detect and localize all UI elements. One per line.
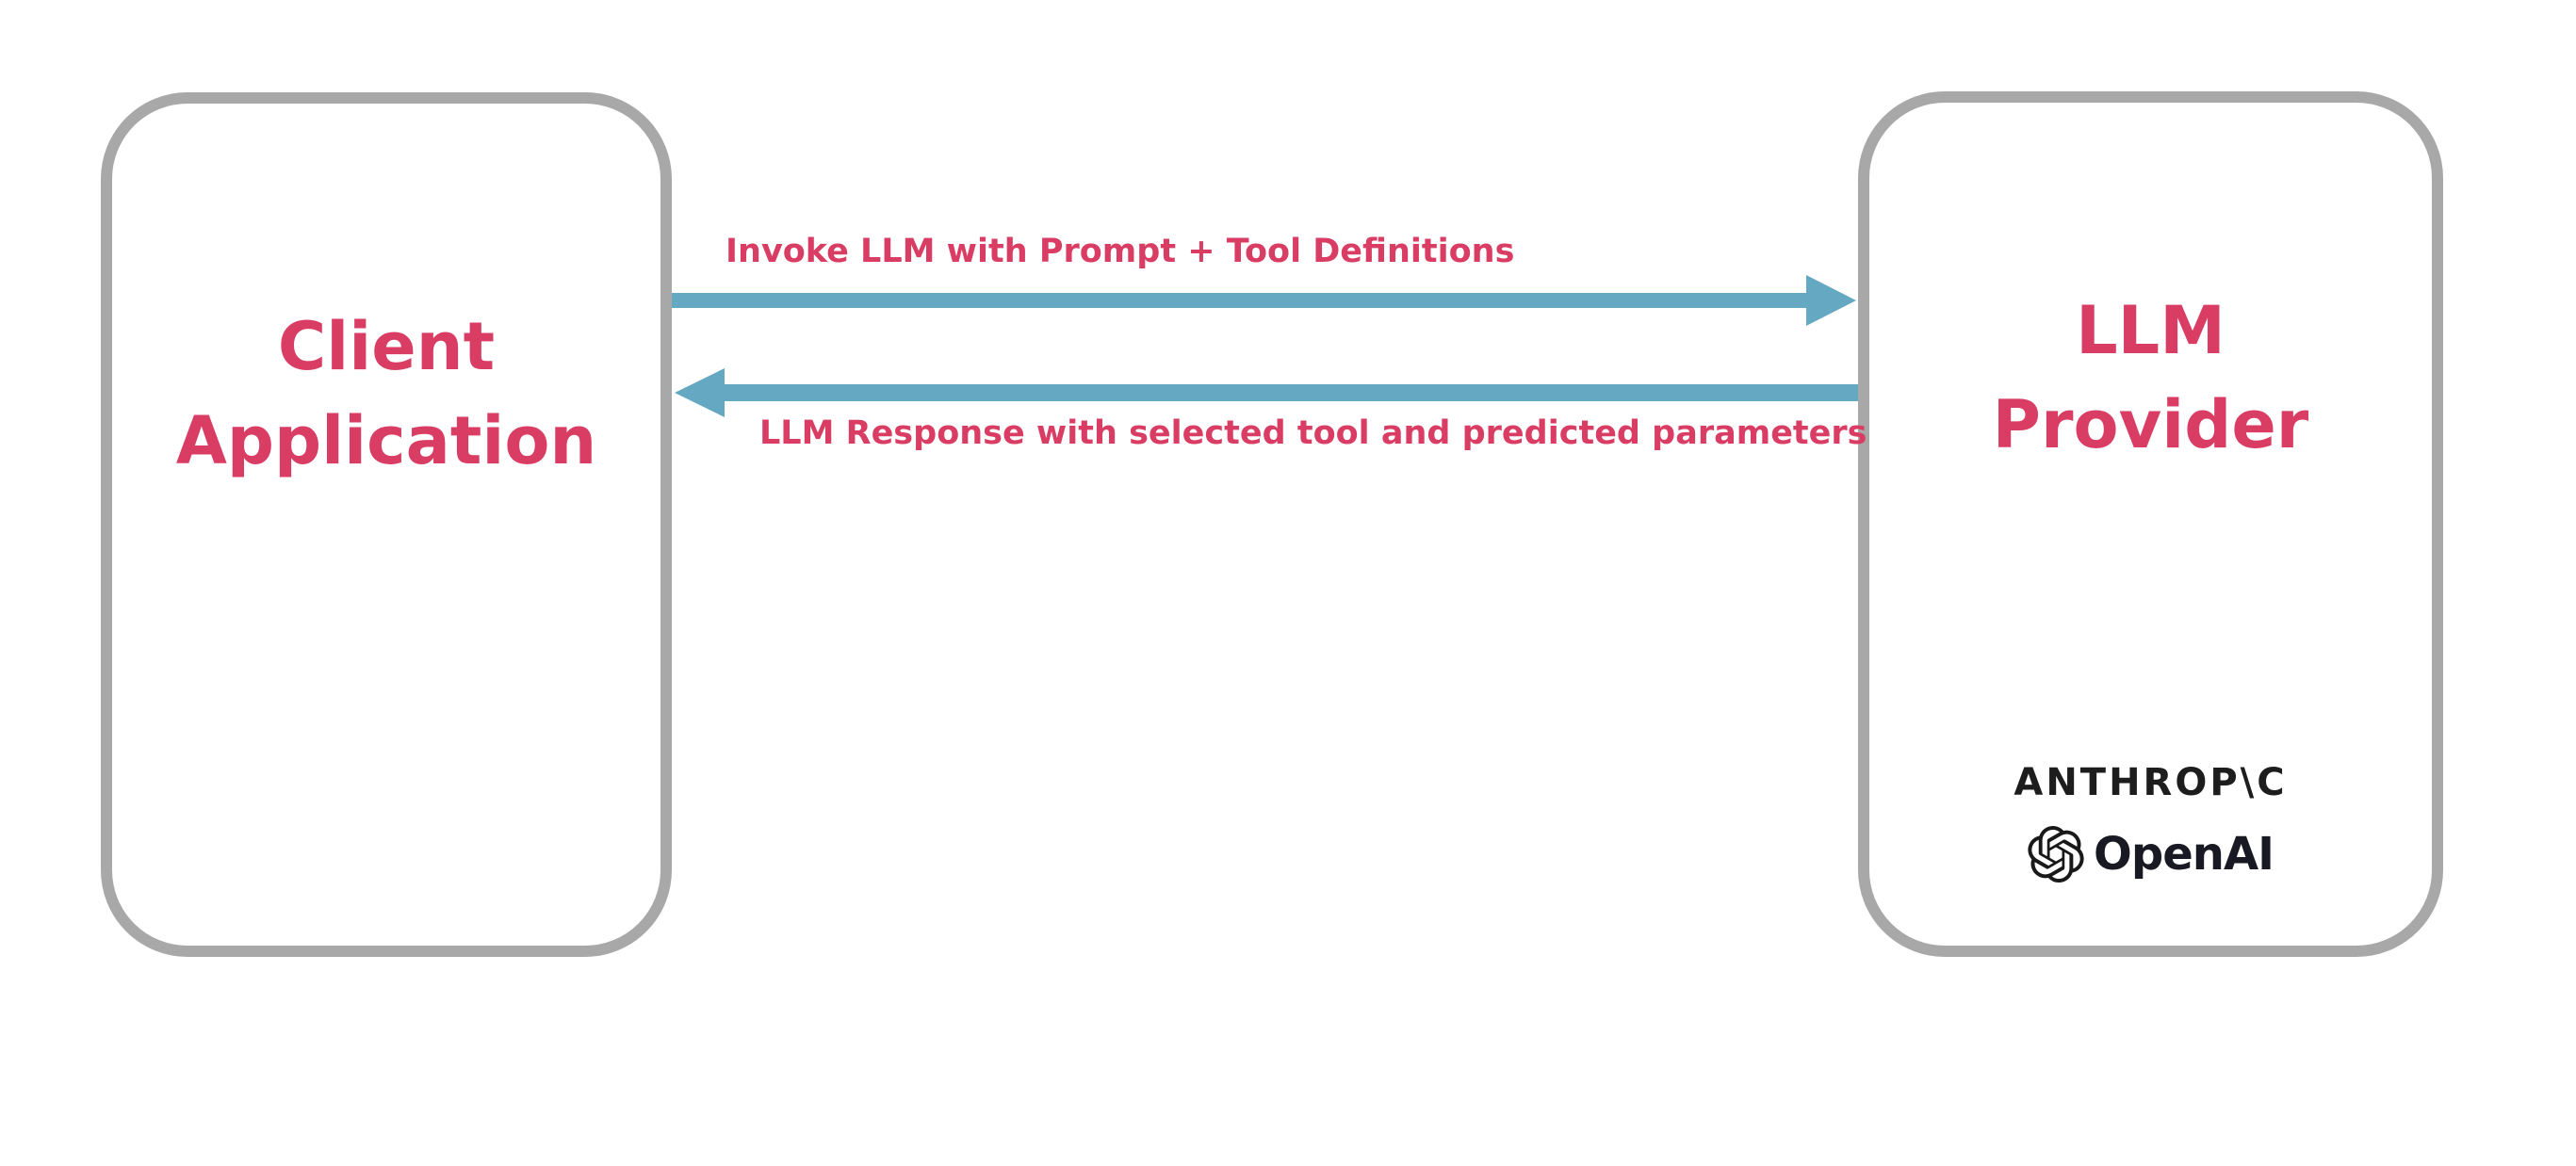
llm-provider-box xyxy=(1858,91,2443,957)
openai-logo xyxy=(1869,826,2432,883)
openai-icon xyxy=(2028,826,2084,883)
llm-title-line1: LLM xyxy=(2076,292,2225,369)
client-title-line2: Application xyxy=(175,402,597,479)
llm-title-line2: Provider xyxy=(1992,386,2309,463)
response-arrow-label: LLM Response with selected tool and predicted parameters xyxy=(759,414,1867,452)
client-title-line1: Client xyxy=(277,308,496,385)
llm-provider-title xyxy=(1869,283,2432,472)
response-arrow-icon xyxy=(675,368,1858,417)
request-arrow-label: Invoke LLM with Prompt + Tool Definitions xyxy=(726,233,1515,270)
anthropic-logo: ANTHROP\C xyxy=(2014,761,2288,804)
client-application-title xyxy=(112,300,660,488)
openai-wordmark: OpenAI xyxy=(2094,828,2274,881)
client-application-box xyxy=(101,92,672,957)
request-arrow-icon xyxy=(672,275,1856,326)
